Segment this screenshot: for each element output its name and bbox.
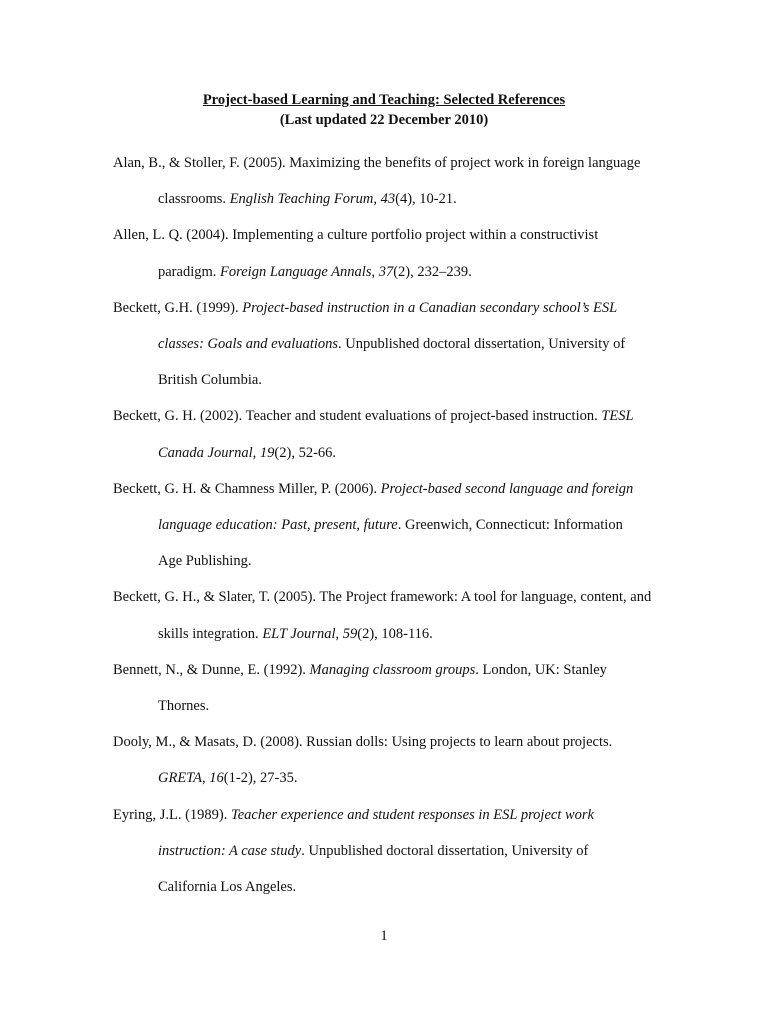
reference-text: Beckett, G. H. & Chamness Miller, P. (2006).: [113, 480, 381, 497]
reference-text: ,: [371, 263, 379, 280]
reference-text: Dooly, M., & Masats, D. (2008). Russian dolls: Using projects to learn about projects.: [113, 734, 613, 751]
reference-line: [113, 833, 673, 869]
reference-line: [113, 579, 673, 615]
reference-text: (2), 52-66.: [274, 444, 337, 461]
reference-italic-text: language education: Past, present, future: [158, 517, 398, 534]
reference-italic-text: instruction: A case study: [158, 842, 302, 859]
reference-line: [113, 507, 673, 543]
reference-italic-text: Managing classroom groups: [309, 661, 476, 678]
reference-text: ,: [252, 444, 260, 461]
reference-line: [113, 616, 673, 652]
reference-italic-text: ELT Journal: [262, 625, 336, 642]
reference-italic-text: GRETA: [158, 770, 203, 787]
reference-entry: [113, 652, 673, 724]
reference-list: [113, 145, 673, 905]
reference-line: [113, 290, 673, 326]
reference-text: Eyring, J.L. (1989).: [113, 806, 231, 823]
reference-italic-text: 16: [209, 770, 224, 787]
reference-text: Thornes.: [158, 698, 210, 715]
reference-line: [113, 471, 673, 507]
reference-text: California Los Angeles.: [158, 879, 297, 896]
reference-text: (2), 232–239.: [393, 263, 472, 280]
reference-text: ,: [373, 191, 381, 208]
reference-text: ,: [335, 625, 343, 642]
reference-text: British Columbia.: [158, 372, 262, 389]
reference-text: classrooms.: [158, 191, 230, 208]
reference-line: [113, 217, 673, 253]
reference-text: Beckett, G. H. (2002). Teacher and student evaluations of project-based instruction.: [113, 408, 602, 425]
reference-italic-text: classes: Goals and evaluations: [158, 336, 339, 353]
reference-italic-text: Teacher experience and student responses in ESL project work: [231, 806, 594, 823]
reference-line: [113, 797, 673, 833]
reference-line: [113, 398, 673, 434]
reference-entry: [113, 471, 673, 580]
reference-italic-text: Foreign Language Annals: [220, 263, 372, 280]
reference-text: (2), 108-116.: [357, 625, 433, 642]
reference-italic-text: 43: [380, 191, 396, 208]
reference-entry: [113, 145, 673, 217]
reference-text: Allen, L. Q. (2004). Implementing a culture portfolio project within a constructivist: [113, 227, 599, 244]
reference-text: Age Publishing.: [158, 553, 252, 570]
reference-line: [113, 181, 673, 217]
reference-text: . London, UK: Stanley: [475, 661, 607, 678]
reference-text: Beckett, G. H., & Slater, T. (2005). The Project framework: A tool for language, content, and: [113, 589, 652, 606]
reference-italic-text: Project-based instruction in a Canadian secondary school’s ESL: [242, 299, 618, 316]
reference-line: [113, 362, 673, 398]
title-block: [0, 90, 768, 130]
reference-entry: [113, 579, 673, 651]
reference-text: skills integration.: [158, 625, 263, 642]
reference-line: [113, 760, 673, 796]
reference-italic-text: Canada Journal: [158, 444, 253, 461]
document-title: Project-based Learning and Teaching: Selected References: [202, 92, 566, 108]
reference-text: . Unpublished doctoral dissertation, University of: [338, 336, 626, 353]
document-subtitle: (Last updated 22 December 2010): [279, 112, 489, 128]
reference-text: (4), 10-21.: [395, 191, 457, 208]
reference-italic-text: English Teaching Forum: [229, 191, 374, 208]
reference-entry: [113, 290, 673, 399]
reference-italic-text: 59: [342, 625, 358, 642]
reference-line: [113, 724, 673, 760]
reference-entry: [113, 217, 673, 289]
reference-italic-text: Project-based second language and foreign: [380, 480, 634, 497]
reference-text: Bennett, N., & Dunne, E. (1992).: [113, 661, 310, 678]
reference-line: [113, 652, 673, 688]
reference-text: (1-2), 27-35.: [223, 770, 298, 787]
reference-line: [113, 254, 673, 290]
reference-entry: [113, 797, 673, 906]
reference-entry: [113, 724, 673, 796]
reference-italic-text: TESL: [601, 408, 634, 425]
reference-line: [113, 543, 673, 579]
reference-text: . Greenwich, Connecticut: Information: [397, 517, 623, 534]
page-number: 1: [380, 928, 388, 944]
reference-text: Alan, B., & Stoller, F. (2005). Maximizing the benefits of project work in foreign language: [113, 155, 641, 171]
reference-text: Beckett, G.H. (1999).: [113, 299, 243, 316]
reference-text: . Unpublished doctoral dissertation, University of: [301, 842, 589, 859]
reference-italic-text: 19: [259, 444, 275, 461]
reference-text: ,: [202, 770, 210, 787]
reference-line: [113, 326, 673, 362]
reference-line: [113, 145, 673, 181]
reference-entry: [113, 398, 673, 470]
reference-text: paradigm.: [158, 263, 221, 280]
reference-line: [113, 435, 673, 471]
reference-italic-text: 37: [378, 263, 394, 280]
reference-line: [113, 869, 673, 905]
reference-line: [113, 688, 673, 724]
